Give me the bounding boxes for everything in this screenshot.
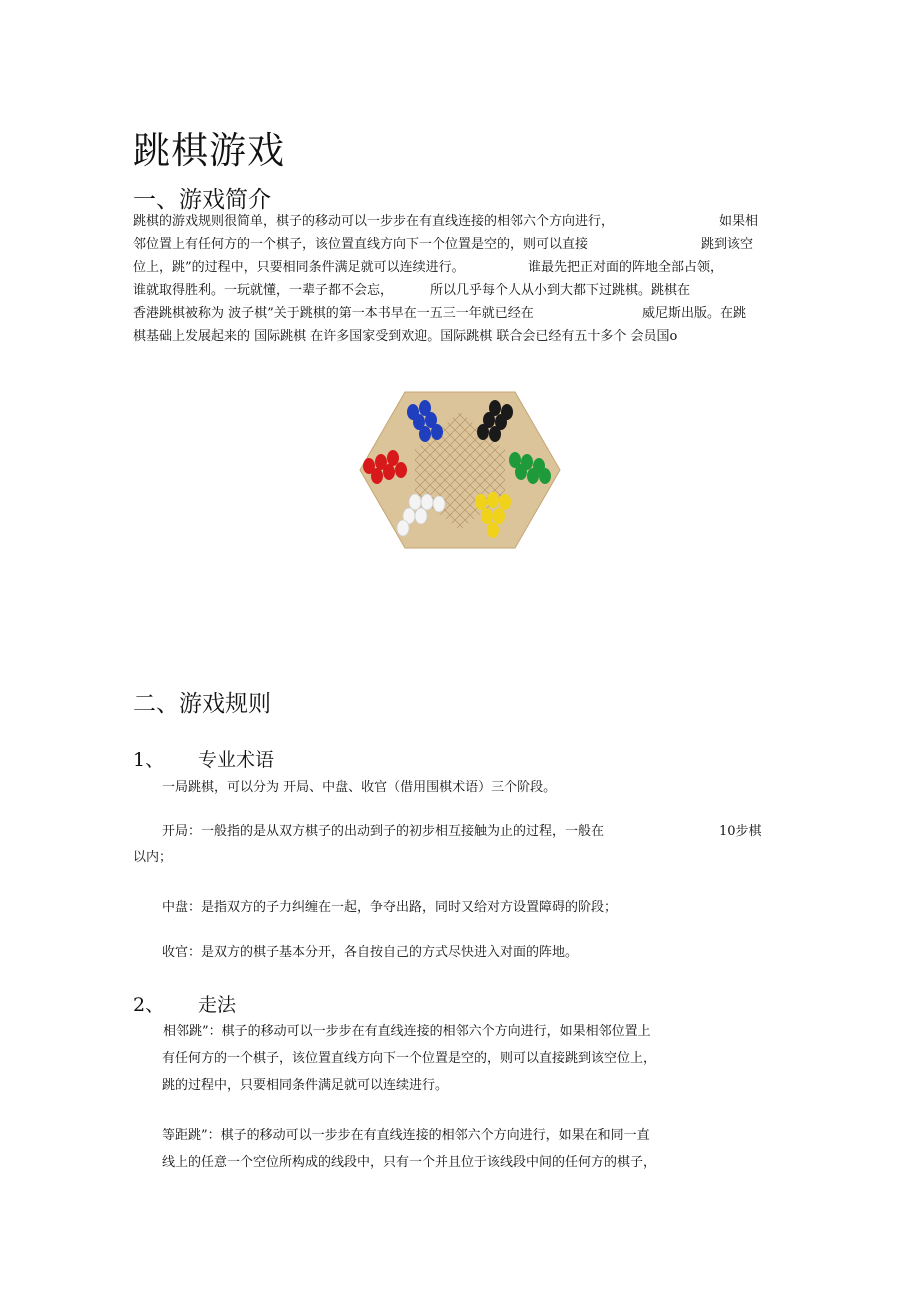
section-heading-intro: 一、游戏简介	[133, 187, 271, 213]
intro-line-tail: 跳到该空	[701, 237, 754, 252]
equidistant-line: 线上的任意一个空位所构成的线段中，只有一个并且位于该线段中间的任何方的棋子，	[162, 1155, 657, 1170]
intro-line: 香港跳棋被称为 波子棋”关于跳棋的第一本书早在一五三一年就已经在	[133, 306, 534, 321]
terms-opening-tail: 10步棋	[719, 824, 762, 839]
terms-intro: 一局跳棋，可以分为 开局、中盘、收官（借用围棋术语）三个阶段。	[162, 780, 557, 795]
terms-endgame: 收官：是双方的棋子基本分开，各自按自己的方式尽快进入对面的阵地。	[162, 945, 579, 960]
subsection-number: 1、	[133, 749, 165, 771]
chinese-checkers-board-image	[355, 390, 565, 550]
subsection-title-terms: 专业术语	[198, 749, 275, 771]
adjacent-line: 有任何方的一个棋子，该位置直线方向下一个位置是空的，则可以直接跳到该空位上，	[162, 1051, 657, 1066]
subsection-number: 2、	[133, 994, 165, 1016]
intro-line: 邻位置上有任何方的一个棋子，该位置直线方向下一个位置是空的，则可以直接	[133, 237, 589, 252]
section-heading-rules: 二、游戏规则	[133, 691, 271, 717]
intro-line: 位上，跳”的过程中，只要相同条件满足就可以连续进行。	[133, 260, 465, 275]
adjacent-line: 相邻跳”：棋子的移动可以一步步在有直线连接的相邻六个方向进行，如果相邻位置上	[163, 1024, 651, 1039]
intro-line-tail: 威尼斯出版。在跳	[642, 306, 747, 321]
intro-line-tail: 谁最先把正对面的阵地全部占领，	[528, 260, 724, 275]
intro-line-tail: 如果相	[719, 214, 759, 229]
terms-opening-wrap: 以内；	[133, 850, 173, 865]
subsection-title-moves: 走法	[198, 994, 237, 1016]
terms-middle: 中盘：是指双方的子力纠缠在一起，争夺出路，同时又给对方设置障碍的阶段；	[162, 900, 618, 915]
chinese-checkers-board-icon	[355, 390, 565, 550]
intro-line-tail: 所以几乎每个人从小到大都下过跳棋。跳棋在	[430, 283, 691, 298]
terms-opening: 开局：一般指的是从双方棋子的出动到子的初步相互接触为止的过程，一般在	[162, 824, 605, 839]
intro-line: 谁就取得胜利。一玩就懂，一辈子都不会忘，	[133, 283, 394, 298]
page-title: 跳棋游戏	[133, 129, 285, 172]
equidistant-line: 等距跳”：棋子的移动可以一步步在有直线连接的相邻六个方向进行，如果在和同一直	[162, 1128, 650, 1143]
adjacent-line: 跳的过程中，只要相同条件满足就可以连续进行。	[162, 1078, 449, 1093]
intro-line: 棋基础上发展起来的 国际跳棋 在许多国家受到欢迎。国际跳棋 联合会已经有五十多个 会员国o	[133, 329, 678, 344]
intro-line: 跳棋的游戏规则很简单，棋子的移动可以一步步在有直线连接的相邻六个方向进行，	[133, 214, 615, 229]
